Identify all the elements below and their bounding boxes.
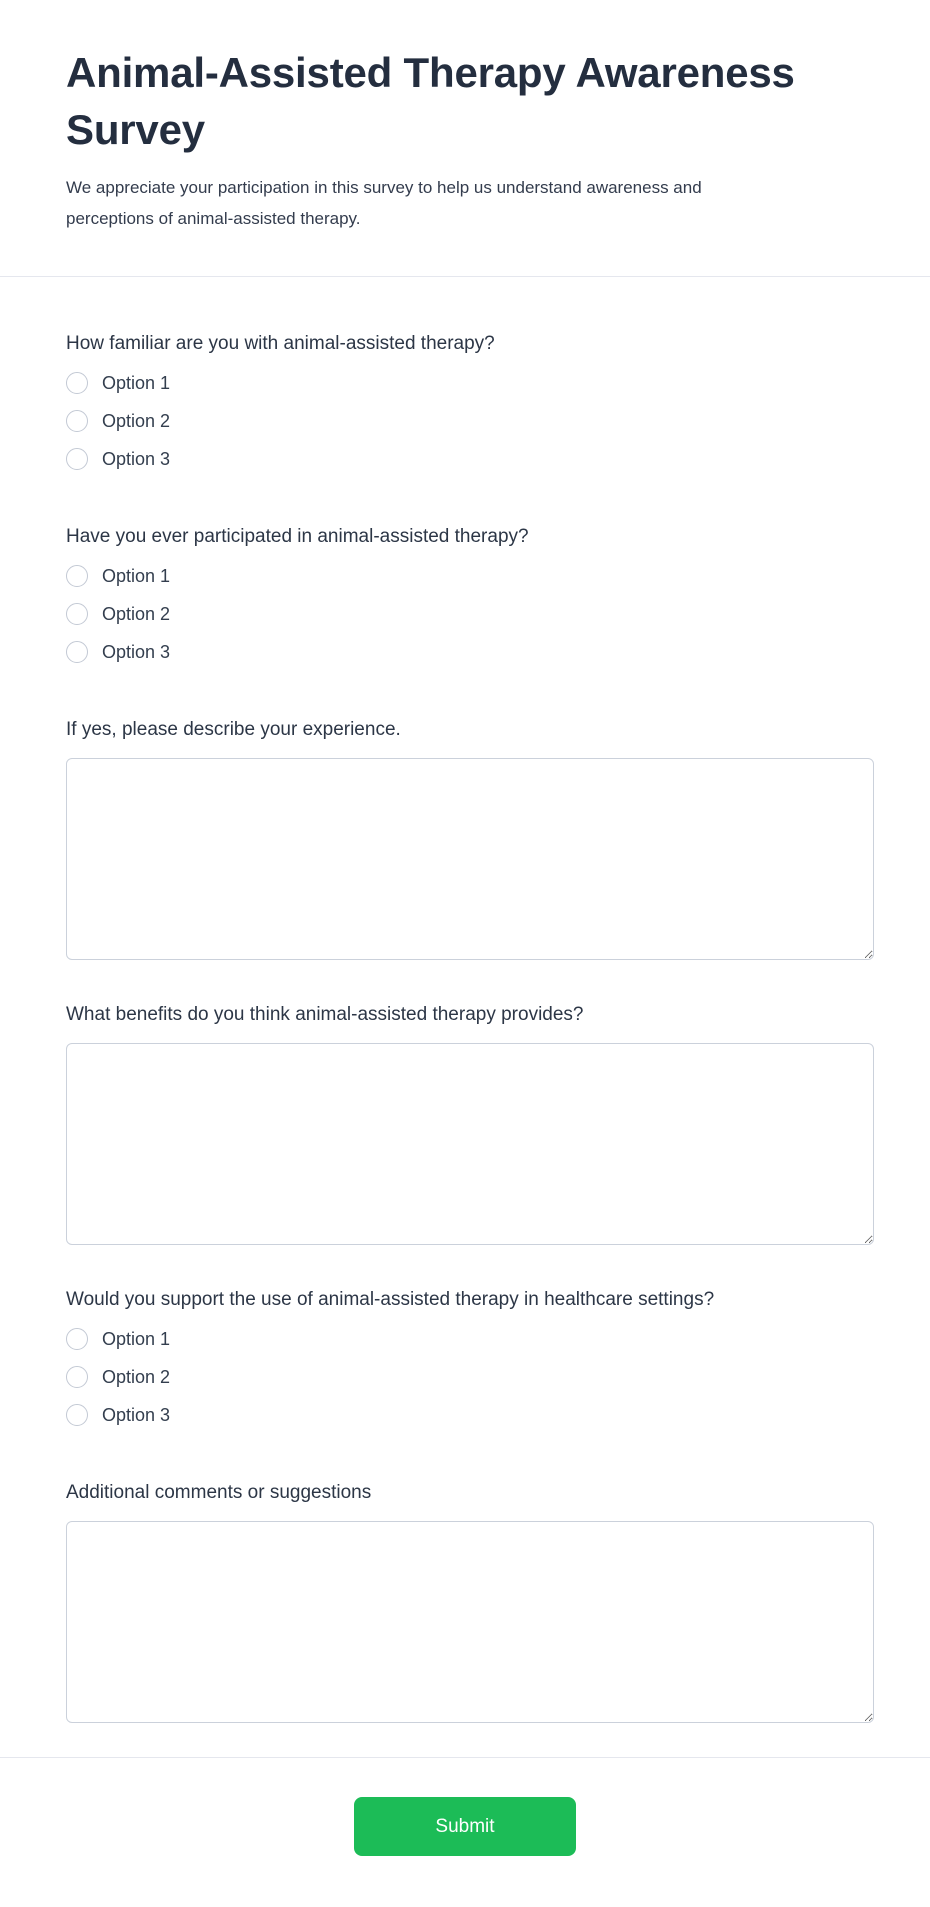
radio-option[interactable] (66, 565, 874, 587)
survey-description: We appreciate your participation in this survey to help us understand awareness and perceptions of animal-assisted therapy. (66, 178, 702, 228)
radio-input[interactable] (66, 1404, 88, 1426)
benefits-textarea[interactable] (66, 1043, 874, 1245)
radio-input[interactable] (66, 1328, 88, 1350)
radio-input[interactable] (66, 641, 88, 663)
radio-input[interactable] (66, 410, 88, 432)
radio-input[interactable] (66, 372, 88, 394)
radio-option[interactable] (66, 641, 874, 663)
radio-option[interactable] (66, 372, 874, 394)
option-label: Option 2 (102, 604, 171, 624)
option-label: Option 1 (102, 1329, 171, 1349)
question-label: Additional comments or suggestions (66, 1482, 372, 1503)
question-label: Have you ever participated in animal-assisted therapy? (66, 526, 529, 547)
experience-textarea[interactable] (66, 758, 874, 960)
survey-footer (0, 1758, 930, 1905)
radio-input[interactable] (66, 603, 88, 625)
radio-input[interactable] (66, 565, 88, 587)
option-label: Option 1 (102, 566, 171, 586)
survey-header (0, 0, 930, 276)
radio-option[interactable] (66, 1404, 874, 1426)
question-label: If yes, please describe your experience. (66, 719, 401, 740)
question-label: Would you support the use of animal-assisted therapy in healthcare settings? (66, 1289, 715, 1310)
question-participation (66, 526, 874, 663)
option-label: Option 3 (102, 1405, 171, 1425)
radio-option[interactable] (66, 448, 874, 470)
radio-option[interactable] (66, 1328, 874, 1350)
question-support (66, 1289, 874, 1426)
radio-option[interactable] (66, 410, 874, 432)
question-comments (66, 1482, 874, 1723)
page-title: Animal-Assisted Therapy Awareness Survey (66, 49, 795, 153)
radio-option[interactable] (66, 1366, 874, 1388)
question-label: How familiar are you with animal-assisted therapy? (66, 333, 495, 354)
question-experience (66, 719, 874, 960)
comments-textarea[interactable] (66, 1521, 874, 1723)
radio-option[interactable] (66, 603, 874, 625)
submit-button[interactable]: Submit (354, 1797, 576, 1856)
radio-input[interactable] (66, 1366, 88, 1388)
option-label: Option 1 (102, 373, 171, 393)
option-label: Option 3 (102, 642, 171, 662)
question-familiarity (66, 333, 874, 470)
survey-form (0, 277, 930, 1757)
option-label: Option 3 (102, 449, 171, 469)
question-label: What benefits do you think animal-assisted therapy provides? (66, 1004, 584, 1025)
radio-input[interactable] (66, 448, 88, 470)
option-label: Option 2 (102, 1367, 171, 1387)
question-benefits (66, 1004, 874, 1245)
option-label: Option 2 (102, 411, 171, 431)
